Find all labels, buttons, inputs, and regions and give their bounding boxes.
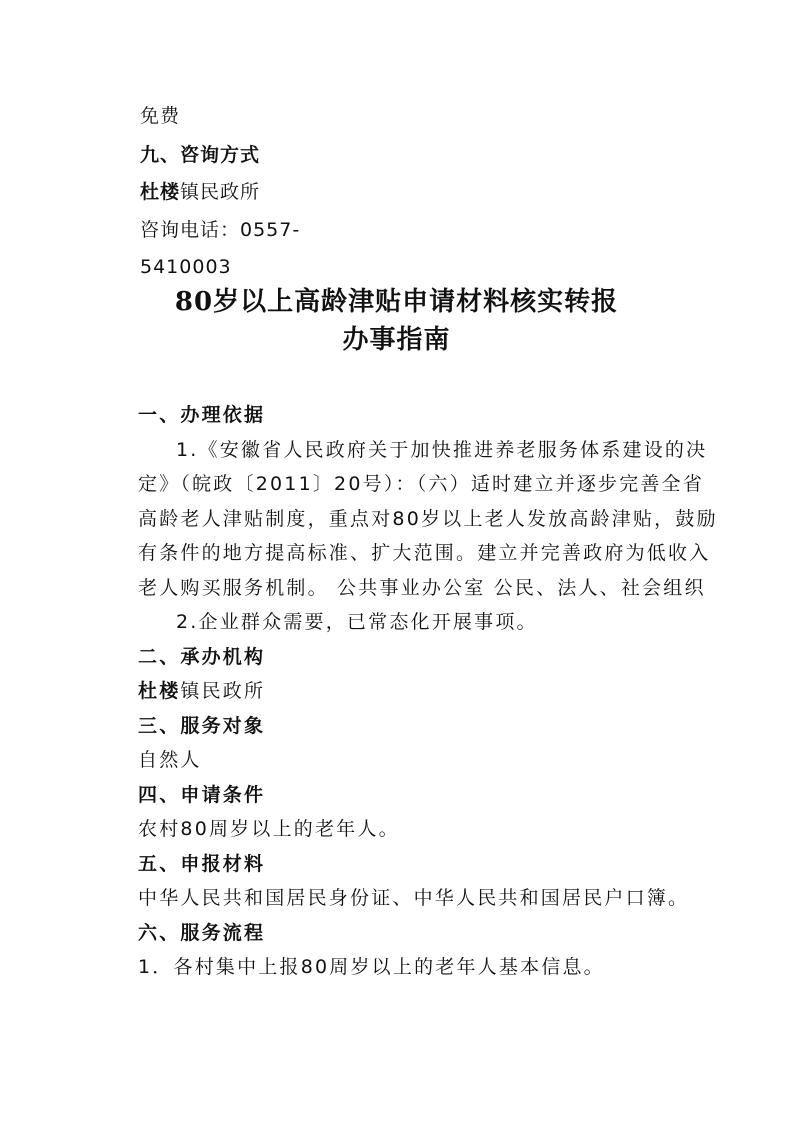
handling-org-bold: 杜楼 xyxy=(138,680,181,702)
consult-org xyxy=(140,179,260,205)
handling-org-rest: 镇民政所 xyxy=(180,680,266,702)
section-3-heading: 三、服务对象 xyxy=(138,714,266,737)
section-1-heading: 一、办理依据 xyxy=(138,404,266,426)
org-name-rest: 镇民政所 xyxy=(180,181,261,203)
process-step-1: 1．各村集中上报80周岁以上的老年人基本信息。 xyxy=(138,956,605,978)
guide-title-line1: 80岁以上高龄津贴申请材料核实转报 xyxy=(174,287,619,317)
handling-org xyxy=(138,674,718,709)
required-materials: 中华人民共和国居民身份证、中华人民共和国居民户口簿。 xyxy=(138,887,690,909)
guide-title-line2: 办事指南 xyxy=(342,325,451,355)
section-5-heading: 五、申报材料 xyxy=(138,852,266,875)
section-2-heading: 二、承办机构 xyxy=(138,645,266,668)
section-9-heading: 九、咨询方式 xyxy=(140,144,261,166)
section-6-heading: 六、服务流程 xyxy=(138,921,266,944)
basis-paragraph-1: 1.《安徽省人民政府关于加快推进养老服务体系建设的决定》（皖政〔2011〕20号）：（六）适时建立并逐步完善全省高龄老人津贴制度，重点对80岁以上老人发放高龄津贴，鼓励有条件的地方提高标准、扩大范围。建立并完善政府为低收入老人购买服务机制。 公共事业办公室 公民、法人、社会组织 xyxy=(138,438,718,599)
guide-body xyxy=(138,398,718,985)
basis-paragraph-2: 2.企业群众需要，已常态化开展事项。 xyxy=(176,611,538,633)
org-name-bold: 杜楼 xyxy=(140,181,181,203)
section-4-heading: 四、申请条件 xyxy=(138,783,266,806)
fee-text: 免费 xyxy=(140,105,181,127)
service-target: 自然人 xyxy=(138,749,202,771)
phone-number: 5410003 xyxy=(140,256,232,278)
phone-label: 咨询电话：0557- xyxy=(140,219,301,241)
application-condition: 农村80周岁以上的老年人。 xyxy=(138,818,400,840)
